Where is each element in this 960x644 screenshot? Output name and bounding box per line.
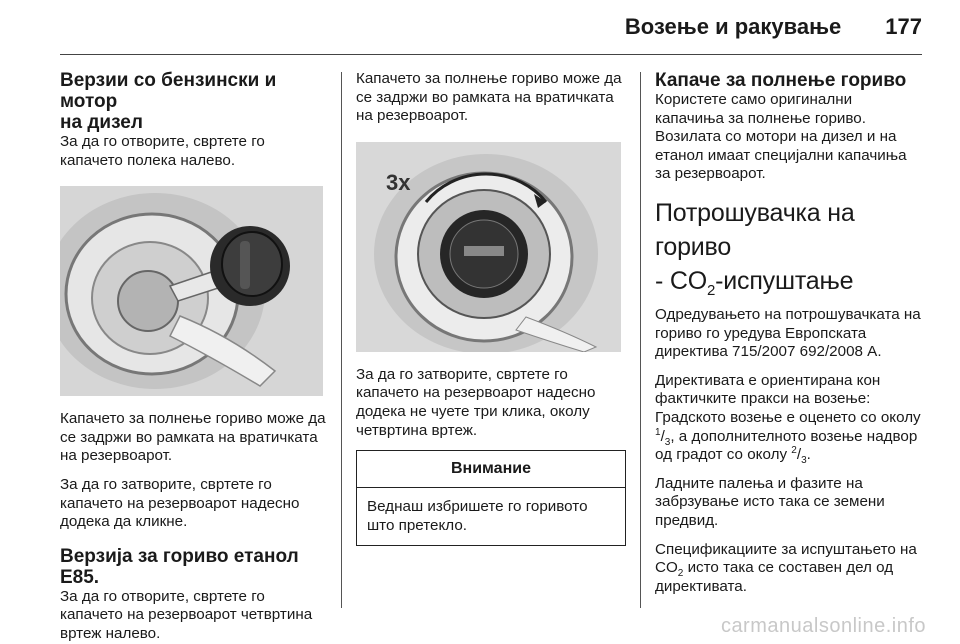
fraction-1-slash: / [660,427,665,445]
warning-box [356,450,626,546]
paragraph-co2-spec [655,541,925,597]
practices-text-c: . [806,446,811,464]
column-divider-1 [341,72,342,608]
heading-consumption-pre: - CO [655,266,707,295]
heading-consumption-post: -испуштање [715,266,854,295]
fuel-cap-open-illustration [60,186,323,396]
page-number: 177 [885,14,922,39]
paragraph-holder: Капачето за полнење гориво може да се задржи во рамката на вратичката на резервоарот. [60,410,326,465]
co2-sub: 2 [677,568,684,580]
column-1 [60,70,326,644]
page-header [625,14,922,40]
co2-text-a: Спецификациите за испуштањето на CO [655,540,917,577]
fuel-cap-e85-illustration [356,142,621,352]
practices-text-a: Директивата е ориентирана кон фактичките пракси на возење: Градското возење е оценето со околу [655,371,921,426]
paragraph-original-caps: Користете само оригинални капачиња за полнење гориво. Возилата со мотори на дизел и на етанол имаат специјални капачиња за резервоарот. [655,91,907,183]
section-title: Возење и ракување [624,14,842,39]
heading-consumption [655,196,925,298]
column-divider-2 [640,72,641,608]
fraction-2-slash: / [796,446,802,464]
paragraph-practices [655,372,925,465]
paragraph-directive: Одредувањето на потрошувачката на гориво го уредува Европската директива 715/2007 692/2008 A. [655,305,921,361]
fuel-cap-figure-1 [60,186,323,396]
fuel-cap-figure-2 [356,142,621,352]
paragraph-ethanol-open: За да го отворите, свртете го капачето на резервоарот четвртина вртеж налево. [60,587,313,642]
heading-consumption-sub: 2 [706,281,716,299]
heading-petrol-diesel [60,70,326,133]
fraction-2-num: 2 [791,445,797,457]
turn-count-label: 3x [386,169,411,195]
warning-text: Веднаш избришете го горивото што претекло. [367,498,588,534]
header-rule [60,54,922,55]
watermark: carmanualsonline.info [720,615,926,637]
heading-fuel-cap: Капаче за полнење гориво [655,70,907,91]
paragraph-close-e85: За да го затворите, свртете го капачето на резервоарот надесно додека не чуете три клика, околу четвртина вртеж. [356,365,596,439]
warning-title: Внимание [357,451,625,488]
heading-ethanol: Верзија за гориво етанол E85. [60,545,299,588]
heading-line-1: Верзии со бензински и мотор [60,70,277,112]
paragraph-cold-starts: Ладните палења и фазите на забрзување исто така се земени предвид. [655,474,885,529]
paragraph-close: За да го затворите, свртете го капачето на резервоарот надесно додека да кликне. [60,475,300,531]
column-2 [356,70,626,546]
fraction-2-den: 3 [801,455,807,467]
heading-consumption-line-1: Потрошувачка на гориво [655,198,855,261]
column-3 [655,70,925,596]
practices-text-b: , а дополнителното возење надвор од градот со околу [655,427,918,464]
heading-line-2: на дизел [60,112,143,133]
fraction-1-den: 3 [664,436,671,448]
paragraph-holder-e85: Капачето за полнење гориво може да се задржи во рамката на вратичката на резервоарот. [356,70,622,125]
paragraph-open: За да го отворите, свртете го капачето полека налево. [60,133,265,169]
co2-text-b: исто така се составен дел од директивата. [655,559,894,595]
fraction-1-num: 1 [655,426,661,438]
